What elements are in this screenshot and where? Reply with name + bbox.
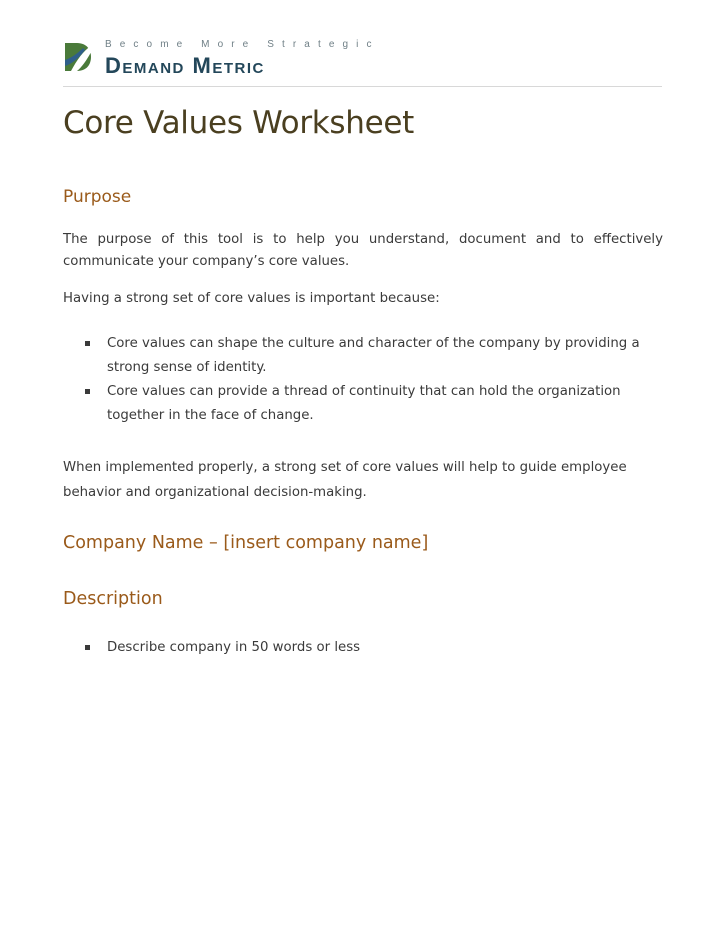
list-item-text: Describe company in 50 words or less (107, 640, 361, 655)
logo-mark-icon (63, 40, 93, 74)
purpose-heading: Purpose (63, 187, 132, 207)
logo-brand-name: Demand Metric (105, 53, 265, 78)
list-item (82, 636, 642, 660)
logo-tagline: Become More Strategic (105, 39, 380, 50)
description-heading: Description (63, 589, 163, 609)
importance-intro: Having a strong set of core values is important because: (63, 291, 440, 306)
list-item (82, 380, 642, 428)
bullet-square-icon (85, 341, 90, 346)
purpose-paragraph: The purpose of this tool is to help you understand, document and to effectively communicate your company’s core values. (63, 232, 663, 269)
company-name-heading: Company Name – [insert company name] (63, 533, 429, 553)
header-divider (63, 86, 662, 87)
list-item-text: Core values can shape the culture and character of the company by providing a strong sense of identity. (107, 336, 640, 375)
closing-paragraph: When implemented properly, a strong set of core values will help to guide employee behavior and organizational decision-making. (63, 460, 627, 500)
list-item-text: Core values can provide a thread of continuity that can hold the organization together in the face of change. (107, 384, 621, 423)
importance-list (82, 332, 642, 428)
list-item (82, 332, 642, 380)
bullet-square-icon (85, 389, 90, 394)
description-list (82, 636, 642, 660)
bullet-square-icon (85, 645, 90, 650)
page-title: Core Values Worksheet (63, 105, 415, 141)
